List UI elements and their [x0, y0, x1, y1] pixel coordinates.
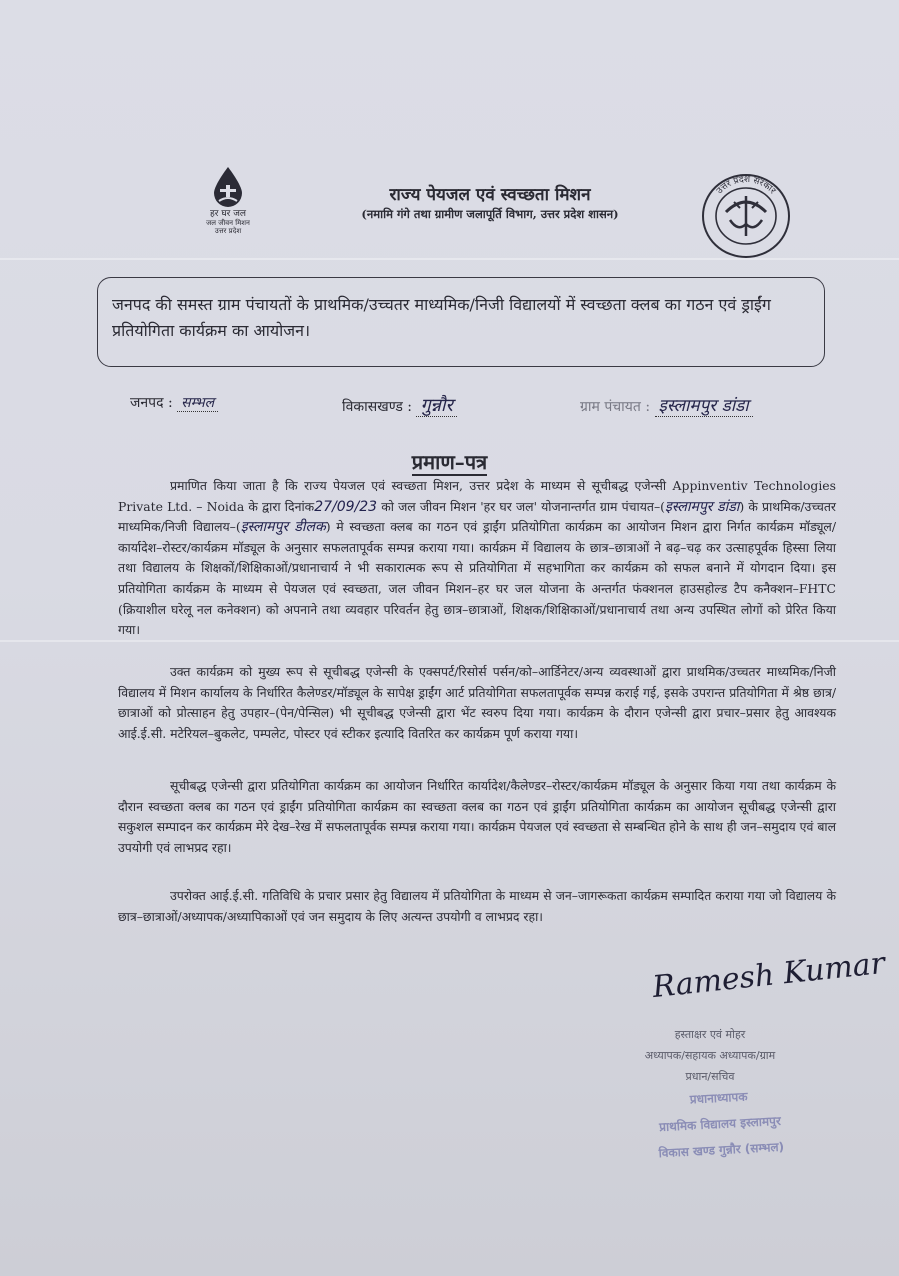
subject-box: जनपद की समस्त ग्राम पंचायतों के प्राथमिक/उच्चतर माध्यमिक/निजी विद्यालयों में स्वच्छता क्लब का गठन एवं ड्राईंग प्रतियोगिता कार्यक्रम का आयोजन। [97, 277, 825, 367]
handwritten-signature: Ramesh Kumar [650, 945, 887, 1006]
paragraph-4 [118, 886, 836, 927]
panchayat-label: ग्राम पंचायत : [580, 399, 651, 415]
para4-text: उपरोक्त आई.ई.सी. गतिविधि के प्रचार प्रसार हेतु विद्यालय में प्रतियोगिता के माध्यम से जन–जागरूकता कार्यक्रम सम्पादित कराया गया जो विद्यालय के छात्र–छात्राओं/अध्यापक/अध्यापिकाओं एवं जन समुदाय के लिए अत्यन्त उपयोगी व लाभप्रद रहा। [118, 888, 836, 924]
stamp-line: विकास खण्ड गुन्नौर (सम्भल) [658, 1139, 785, 1161]
block-label: विकासखण्ड : [342, 399, 413, 415]
district-label: जनपद : [130, 395, 173, 411]
sign-line: प्रधान/सचिव [685, 1070, 735, 1083]
logo-text: हर घर जल [210, 209, 246, 219]
program-date: 27/09/23 [314, 498, 378, 515]
certificate-heading-text: प्रमाण–पत्र [411, 450, 488, 474]
school-name: इस्लामपुर डीलक [240, 519, 326, 536]
panchayat-name: इस्लामपुर डांडा [665, 498, 740, 515]
paragraph-3 [118, 776, 836, 858]
para1-text-d: ) मे स्वच्छता क्लब का गठन एवं ड्राईंग प्रतियोगिता कार्यक्रम का आयोजन मिशन द्वारा निर्गत कार्यक्रम मॉड्यूल/कार्यादेश–रोस्टर/कार्यक्रम मॉड्यूल के अनुसार सफलतापूर्वक सम्पन्न कराया गया। कार्यक्रम में विद्यालय के छात्र–छात्राओं ने बढ़–चढ़ कर उत्साहपूर्वक हिस्सा लिया तथा विद्यालय के शिक्षकों/शिक्षिकाओं/प्रधानाचार्य ने भी सकारात्मक रूप से प्रतियोगिता में सहभागिता कर कार्यक्रम को सफल बनाने में योगदान दिया। इस प्रतियोगिता कार्यक्रम के माध्यम से पेयजल एवं स्वच्छता, जल जीवन मिशन–हर घर जल योजना के अन्तर्गत फंक्शनल हाउसहोल्ड टैप कनैक्शन–FHTC (क्रियाशील घरेलू नल कनेक्शन) को अपनाने तथा व्यवहार परिवर्तन हेतु छात्र–छात्राओं, शिक्षक/शिक्षिकाओं/प्रधानाचार्य तथा अन्य उपस्थित लोगों को प्रेरित किया गया। [118, 519, 836, 638]
logo-text: जल जीवन मिशन [206, 219, 250, 227]
district-value: सम्भल [177, 395, 218, 412]
para2-text: उक्त कार्यक्रम को मुख्य रूप से सूचीबद्ध एजेन्सी के एक्सपर्ट/रिसोर्स पर्सन/को–आर्डिनेटर/अन्य व्यवस्थाओं द्वारा प्राथमिक/उच्चतर माध्यमिक/निजी विद्यालय में मिशन कार्यालय के निर्धारित कैलेण्डर/मॉड्यूल के सापेक्ष ड्राईंग आर्ट प्रतियोगिता सफलतापूर्वक सम्पन्न कराई गई, इसके उपरान्त प्रतियोगिता में श्रेष्ठ छात्र/छात्राओं को प्रोत्साहन हेतु उपहार–(पेन/पेन्सिल) भी सूचीबद्ध एजेन्सी द्वारा भेंट स्वरुप दिया गया। कार्यक्रम के दौरान एजेन्सी द्वारा प्रचार–प्रसार हेतु आवश्यक आई.ई.सी. मटेरियल–बुकलेट, पम्पलेट, पोस्टर एवं स्टीकर इत्यादि वितरित कर कार्यक्रम पूर्ण कराया गया। [118, 664, 836, 741]
stamp-line: प्रधानाध्यापक [689, 1089, 748, 1107]
organization-title: राज्य पेयजल एवं स्वच्छता मिशन [389, 185, 591, 205]
official-stamp [608, 1079, 832, 1168]
svg-text:उत्तर प्रदेश सरकार [715, 173, 778, 196]
district-field [130, 393, 218, 412]
para1-text-a: प्रमाणित किया जाता है कि राज्य पेयजल एवं स्वच्छता मिशन, उत्तर प्रदेश के माध्यम से सूचीबद्ध एजेन्सी Appinventiv Technologies Private Ltd. – Noida के द्वारा दिनांक [118, 478, 836, 514]
up-government-seal-icon [700, 172, 792, 260]
organization-subtitle: (नमामि गंगे तथा ग्रामीण जलापूर्ति विभाग, उत्तर प्रदेश शासन) [361, 207, 619, 221]
para1-text-c: ) के प्राथमिक/उच्चतर माध्यमिक/निजी विद्यालय–( [118, 498, 836, 535]
har-ghar-jal-logo [193, 165, 263, 245]
seal-text: उत्तर प्रदेश सरकार [714, 174, 778, 197]
logo-text: उत्तर प्रदेश [214, 227, 242, 235]
paragraph-1 [118, 476, 836, 641]
block-value: गुन्नौर [416, 395, 456, 417]
panchayat-field [580, 393, 753, 416]
para1-text-b: को जल जीवन मिशन 'हर घर जल' योजनान्तर्गत ग्राम पंचायत–( [381, 498, 666, 514]
sign-line: हस्ताक्षर एवं मोहर [674, 1028, 746, 1041]
para3-text: सूचीबद्ध एजेन्सी द्वारा प्रतियोगिता कार्यक्रम का आयोजन निर्धारित कार्यादेश/कैलेण्डर–रोस्टर/कार्यक्रम मॉड्यूल के अनुसार किया गया तथा कार्यक्रम के दौरान स्वच्छता क्लब का गठन एवं ड्राईंग प्रतियोगिता कार्यक्रम का स्वच्छता क्लब का गठन एवं ड्राईंग प्रतियोगिता कार्यक्रम का आयोजन सूचीबद्ध एजेन्सी द्वारा सकुशल सम्पादन कर कार्यक्रम मेरे देख–रेख में सफलतापूर्वक सम्पन्न कराया गया। कार्यक्रम पेयजल एवं स्वच्छता से सम्बन्धित होने के साथ ही जन–समुदाय एवं बाल उपयोगी एवं लाभप्रद रहा। [118, 778, 836, 855]
certificate-heading [0, 448, 899, 475]
water-drop-icon [211, 165, 245, 209]
panchayat-value: इस्लामपुर डांडा [655, 396, 753, 417]
sign-line: अध्यापक/सहायक अध्यापक/ग्राम [644, 1049, 776, 1062]
block-field [342, 393, 457, 417]
stamp-line: प्राथमिक विद्यालय इस्लामपुर [658, 1113, 782, 1135]
paragraph-2 [118, 662, 836, 744]
signature-block [600, 1024, 820, 1087]
